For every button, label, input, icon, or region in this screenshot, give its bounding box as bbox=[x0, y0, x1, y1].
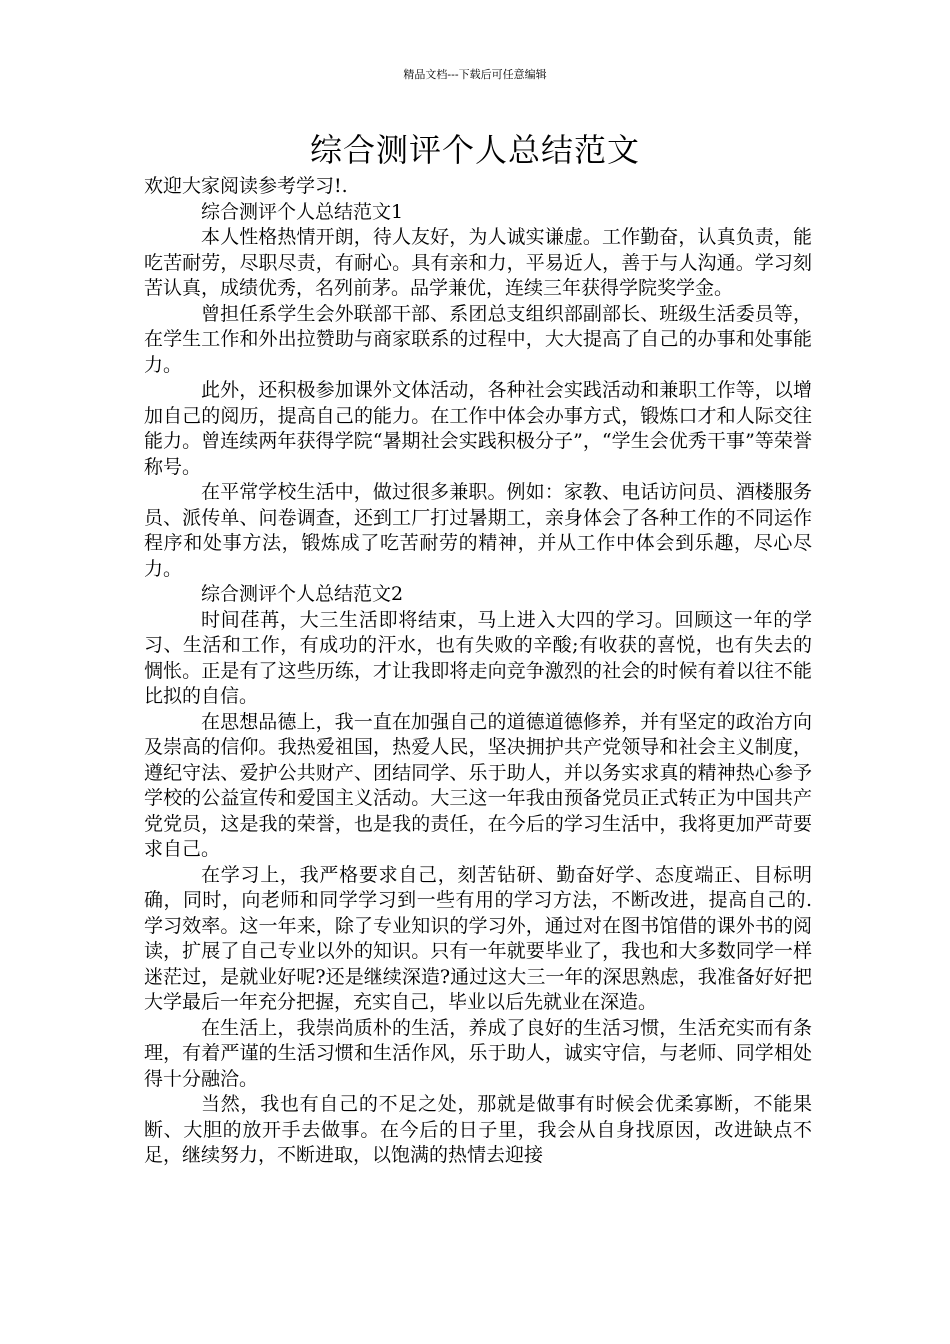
paragraph: 曾担任系学生会外联部干部、系团总支组织部副部长、班级生活委员等，在学生工作和外出拉赞助与商家联系的过程中，大大提高了自己的办事和处事能力。 bbox=[144, 302, 812, 376]
paragraph: 在思想品德上，我一直在加强自己的道德道德修养，并有坚定的政治方向及崇高的信仰。我热爱祖国，热爱人民，坚决拥护共产党领导和社会主义制度，遵纪守法、爱护公共财产、团结同学、乐于助人，并以务实求真的精神热心参予学校的公益宣传和爱国主义活动。大三这一年我由预备党员正式转正为中国共产党党员，这是我的荣誉，也是我的责任，在今后的学习生活中，我将更加严苛要求自己。 bbox=[144, 710, 812, 860]
paragraph: 此外，还积极参加课外文体活动，各种社会实践活动和兼职工作等，以增加自己的阅历，提高自己的能力。在工作中体会办事方式，锻炼口才和人际交往能力。曾连续两年获得学院“暑期社会实践积极分子”，“学生会优秀干事”等荣誉称号。 bbox=[144, 379, 812, 478]
section-heading: 综合测评个人总结范文2 bbox=[201, 583, 404, 605]
paragraph: 在平常学校生活中，做过很多兼职。例如：家教、电话访问员、酒楼服务员、派传单、问卷调查，还到工厂打过暑期工，亲身体会了各种工作的不同运作程序和处事方法，锻炼成了吃苦耐劳的精神，并从工作中体会到乐趣，尽心尽力。 bbox=[144, 481, 812, 580]
intro-line: 欢迎大家阅读参考学习!. bbox=[144, 175, 348, 197]
paragraph: 时间荏苒，大三生活即将结束，马上进入大四的学习。回顾这一年的学习、生活和工作，有成功的汗水，也有失败的辛酸;有收获的喜悦，也有失去的惆怅。正是有了这些历练，才让我即将走向竞争激烈的社会的时候有着以往不能比拟的自信。 bbox=[144, 608, 812, 707]
document-title: 综合测评个人总结范文 bbox=[309, 131, 640, 169]
paragraph: 在生活上，我崇尚质朴的生活，养成了良好的生活习惯，生活充实而有条理，有着严谨的生活习惯和生活作风，乐于助人，诚实守信，与老师、同学相处得十分融洽。 bbox=[144, 1016, 812, 1090]
paragraph: 当然，我也有自己的不足之处，那就是做事有时候会优柔寡断，不能果断、大胆的放开手去做事。在今后的日子里，我会从自身找原因，改进缺点不足，继续努力，不断进取，以饱满的热情去迎接 bbox=[144, 1093, 812, 1166]
paragraph: 在学习上，我严格要求自己，刻苦钻研、勤奋好学、态度端正、目标明确，同时，向老师和同学学习到一些有用的学习方法，不断改进，提高自己的.学习效率。这一年来，除了专业知识的学习外，通过对在图书馆借的课外书的阅读，扩展了自己专业以外的知识。只有一年就要毕业了，我也和大多数同学一样迷茫过，是就业好呢?还是继续深造?通过这大三一年的深思熟虑，我准备好好把大学最后一年充分把握，充实自己，毕业以后先就业在深造。 bbox=[144, 863, 812, 1013]
paragraph: 本人性格热情开朗，待人友好，为人诚实谦虚。工作勤奋，认真负责，能吃苦耐劳，尽职尽责，有耐心。具有亲和力，平易近人，善于与人沟通。学习刻苦认真，成绩优秀，名列前茅。品学兼优，连续三年获得学院奖学金。 bbox=[144, 226, 812, 299]
section-heading: 综合测评个人总结范文1 bbox=[201, 200, 404, 223]
document-body bbox=[144, 174, 812, 1169]
page-header-note: 精品文档---下载后可任意编辑 bbox=[403, 68, 547, 81]
